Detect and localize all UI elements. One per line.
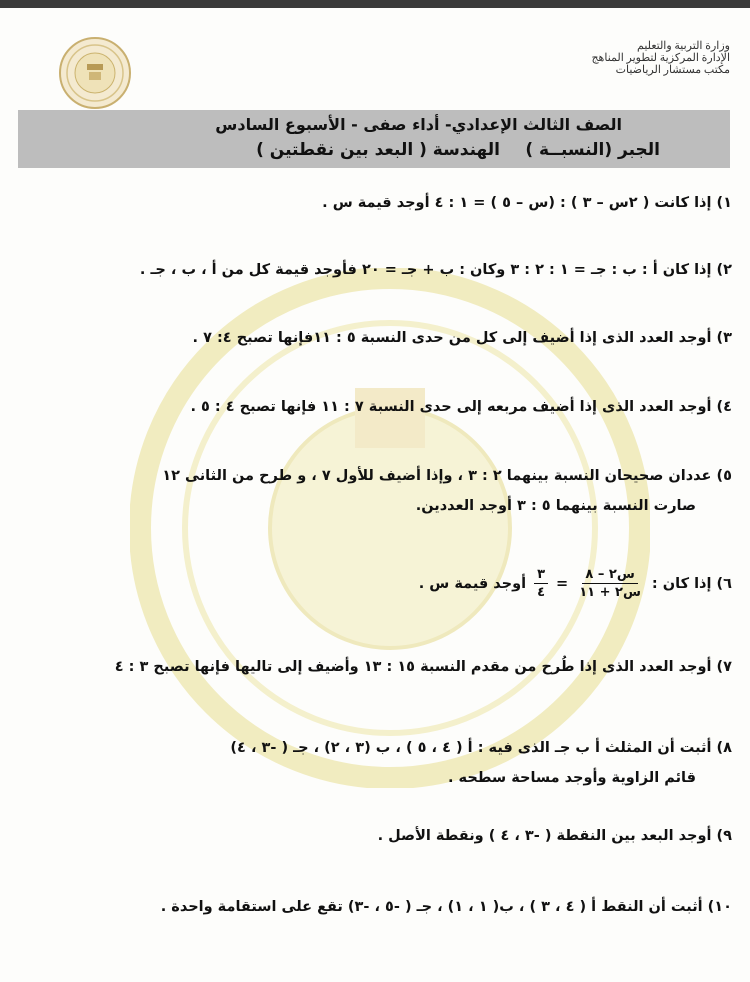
question-10 — [122, 897, 732, 917]
question-continuation: قائم الزاوية وأوجد مساحة سطحه . — [447, 770, 696, 786]
question-text: ٨) أثبت أن المثلث أ ب جـ الذى فيه : أ ( ٤ ، ٥ ) ، ب (٣ ، ٢) ، جـ ( -٣ ، ٤) — [230, 740, 732, 756]
equals-sign: = — [556, 575, 569, 592]
question-4 — [122, 397, 732, 417]
question-prefix: ٦) إذا كان : — [651, 575, 732, 592]
algebra-topic: الجبر (النسبــة ) — [525, 140, 660, 160]
question-1 — [122, 193, 732, 213]
question-continuation: صارت النسبة بينهما ٥ : ٣ أوجد العددين. — [415, 498, 696, 514]
ministry-logo — [58, 36, 132, 110]
worksheet-title: الصف الثالث الإعدادي- أداء صفى - الأسبوع السادس — [215, 115, 622, 134]
ministry-line: وزارة التربية والتعليم — [637, 40, 730, 52]
top-edge-bar — [0, 0, 750, 8]
question-7 — [114, 657, 732, 677]
ministry-header — [510, 40, 730, 76]
question-3 — [122, 328, 732, 348]
question-8 — [122, 738, 732, 788]
question-text: ١) إذا كانت ( ٢س – ٣ ) : (س – ٥ ) = ١ : ٤ أوجد قيمة س . — [322, 195, 732, 211]
question-text: ٤) أوجد العدد الذى إذا أضيف مربعه إلى حدى النسبة ٧ : ١١ فإنها تصبح ٤ : ٥ . — [190, 399, 732, 415]
question-text: ٩) أوجد البعد بين النقطة ( -٣ ، ٤ ) ونقطة الأصل . — [377, 828, 732, 844]
ministry-line: مكتب مستشار الرياضيات — [615, 64, 730, 76]
fraction-numerator: ٣ — [534, 566, 548, 584]
fraction-numerator: س٢ – ٨ — [582, 566, 637, 584]
topics-line — [60, 140, 660, 166]
ministry-line: الإدارة المركزية لتطوير المناهج — [591, 52, 730, 64]
question-2 — [122, 260, 732, 280]
question-5 — [122, 466, 732, 516]
question-text: ٥) عددان صحيحان النسبة بينهما ٢ : ٣ ، وإذا أضيف للأول ٧ ، و طرح من الثانى ١٢ — [162, 468, 732, 484]
geometry-topic: الهندسة ( البعد بين نقطتين ) — [256, 140, 500, 160]
question-text: ٢) إذا كان أ : ب : جـ = ١ : ٢ : ٣ وكان : ب + جـ = ٢٠ فأوجد قيمة كل من أ ، ب ، جـ . — [139, 262, 732, 278]
question-text: ٧) أوجد العدد الذى إذا طُرح من مقدم النسبة ١٥ : ١٣ وأضيف إلى تاليها فإنها تصبح ٣ : ٤ — [114, 659, 732, 675]
fraction-denominator: ٤ — [537, 585, 546, 600]
question-9 — [122, 826, 732, 846]
question-text: ١٠) أثبت أن النقط أ ( ٤ ، ٣ ) ، ب( ١ ، ١) ، جـ ( -٥ ، -٣) تقع على استقامة واحدة . — [160, 899, 732, 915]
fraction-right — [534, 566, 548, 601]
question-suffix: أوجد قيمة س . — [418, 575, 527, 592]
question-6 — [122, 566, 732, 601]
fraction-equation — [122, 566, 732, 601]
fraction-left — [576, 566, 644, 601]
question-text: ٣) أوجد العدد الذى إذا أضيف إلى كل من حدى النسبة ٥ : ١١فإنها تصبح ٤: ٧ . — [192, 330, 732, 346]
fraction-denominator: س٢ + ١١ — [579, 585, 641, 600]
